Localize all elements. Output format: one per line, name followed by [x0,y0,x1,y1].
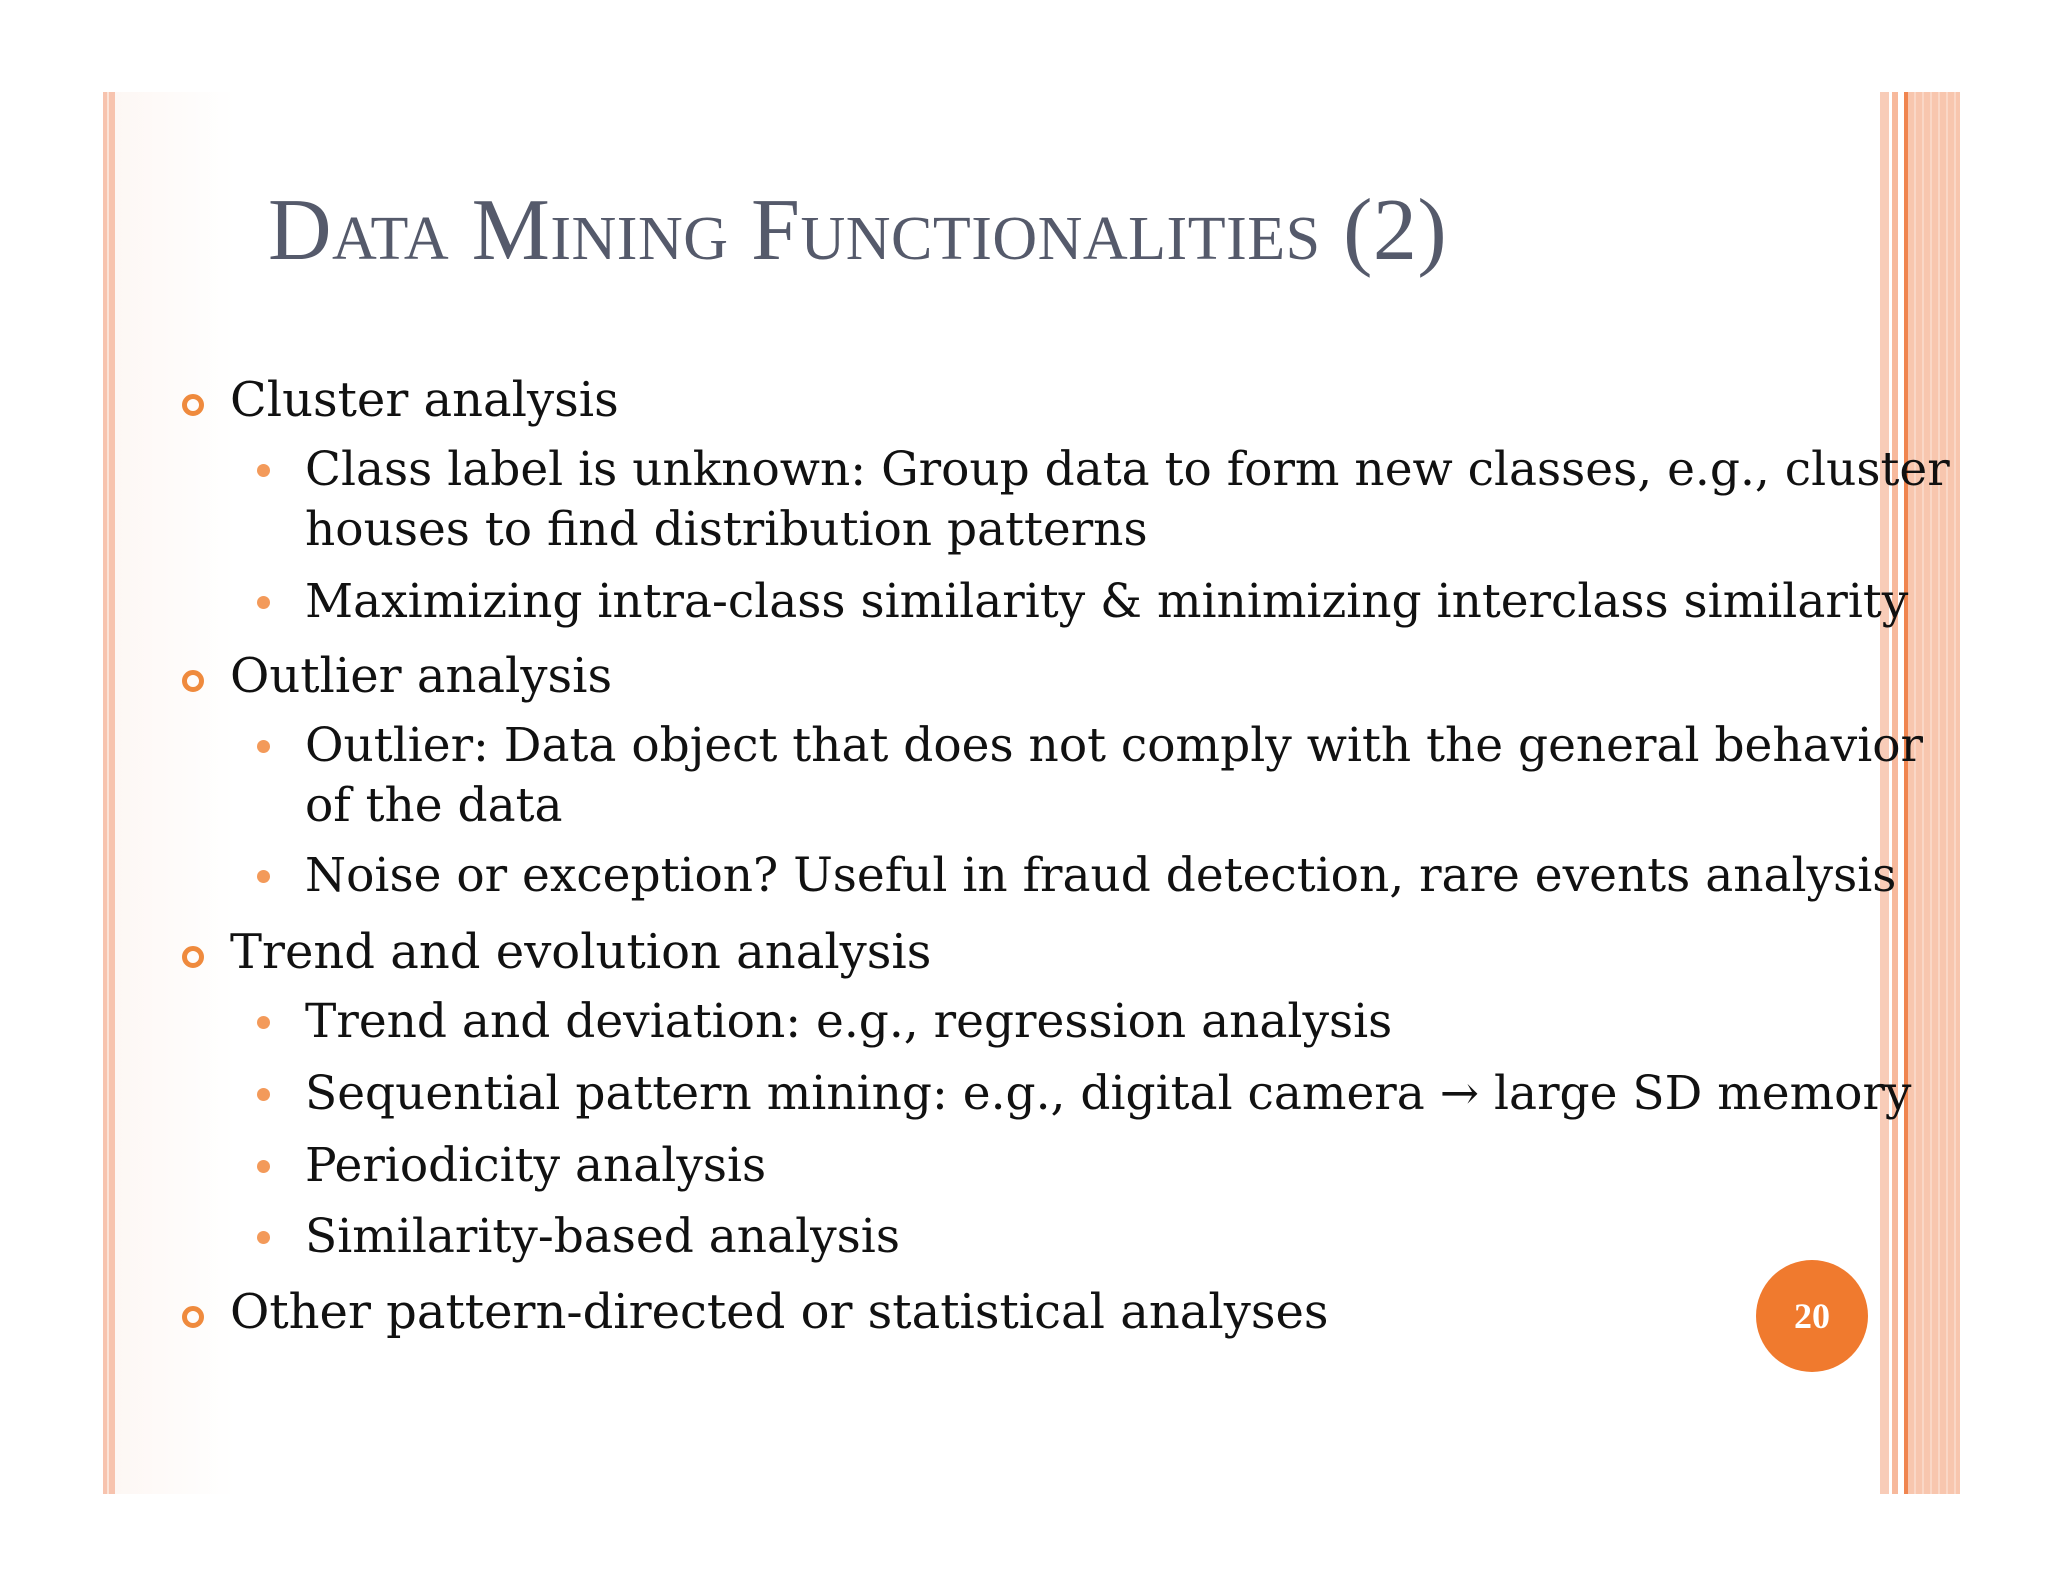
slide-title: Data Mining Functionalities (2) [268,182,1448,279]
sub-bullet-line: Maximizing intra-class similarity & minimizing interclass similarity [305,574,1909,629]
sub-bullet-line: Similarity-based analysis [305,1209,900,1264]
dot-bullet-icon [257,1016,270,1029]
dot-bullet-icon [257,596,270,609]
dot-bullet-icon [257,740,270,753]
sub-bullet-line: Noise or exception? Useful in fraud detection, rare events analysis [305,848,1897,903]
sub-bullet-line: Sequential pattern mining: e.g., digital camera → large SD memory [305,1066,1912,1121]
dot-bullet-icon [257,1088,270,1101]
page-number-badge: 20 [1756,1260,1868,1372]
ring-bullet-icon [182,394,204,416]
dot-bullet-icon [257,1231,270,1244]
ring-bullet-icon [182,1306,204,1328]
bullet-other-analyses: Other pattern-directed or statistical analyses [230,1284,1329,1340]
ring-bullet-icon [182,670,204,692]
bullet-trend-evolution-analysis: Trend and evolution analysis [230,924,932,980]
sub-bullet-line: houses to find distribution patterns [305,502,1148,557]
bullet-outlier-analysis: Outlier analysis [230,648,613,704]
bullet-cluster-analysis: Cluster analysis [230,372,619,428]
sub-bullet-line: Class label is unknown: Group data to form new classes, e.g., cluster [305,442,1950,497]
dot-bullet-icon [257,870,270,883]
sub-bullet-line: Outlier: Data object that does not comply with the general behavior [305,718,1923,773]
ring-bullet-icon [182,946,204,968]
sub-bullet-line: Periodicity analysis [305,1138,767,1193]
sub-bullet-line: of the data [305,778,563,833]
dot-bullet-icon [257,1160,270,1173]
dot-bullet-icon [257,464,270,477]
sub-bullet-line: Trend and deviation: e.g., regression analysis [305,994,1393,1049]
